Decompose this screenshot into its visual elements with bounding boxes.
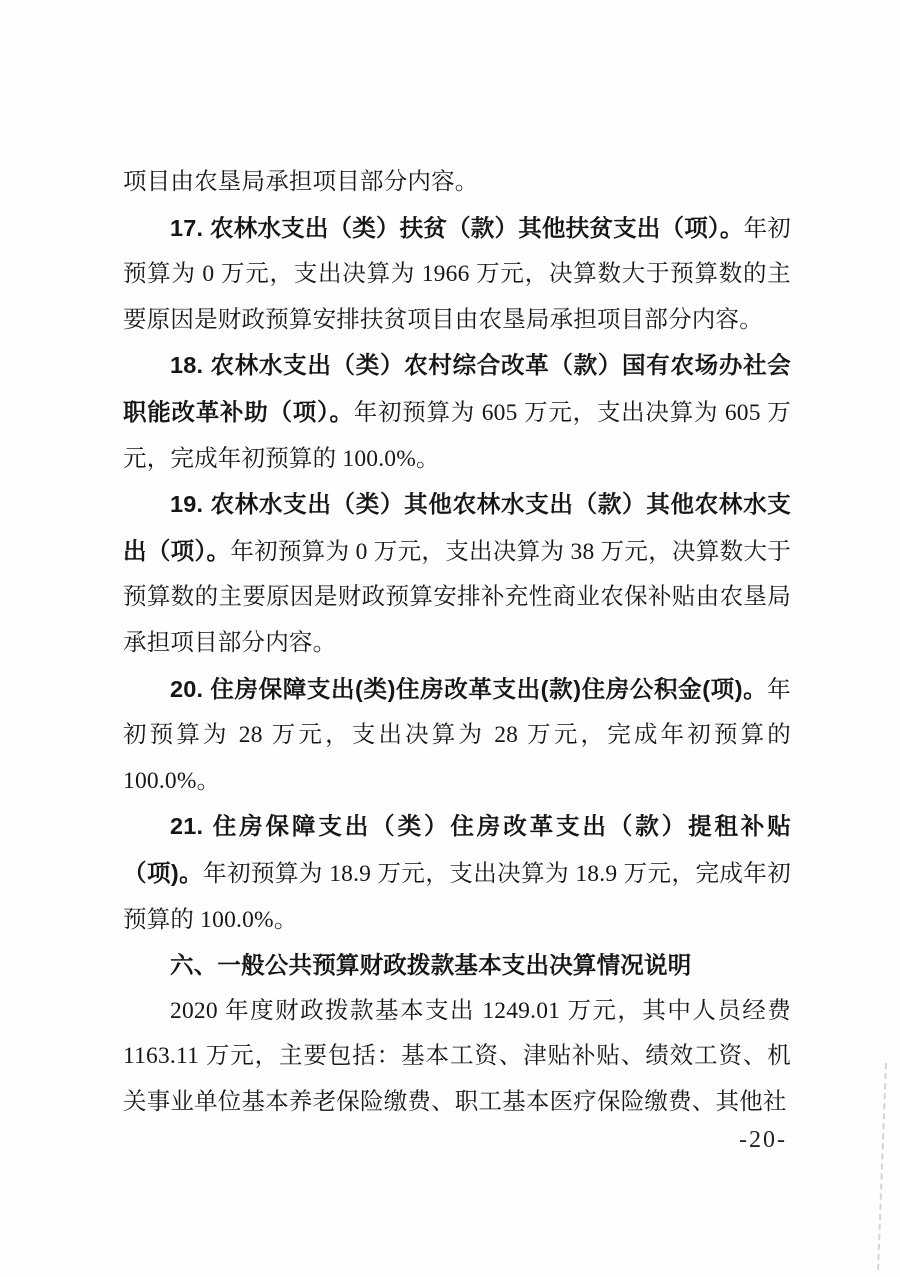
budget-item-21: [123, 804, 791, 943]
paragraph-basic-expenditure: [123, 989, 791, 1126]
page-number: -20-: [739, 1127, 787, 1153]
budget-item-17-title: 17. 农林水支出（类）扶贫（款）其他扶贫支出（项）。: [170, 214, 744, 241]
paragraph-basic-expenditure-text: 2020 年度财政拨款基本支出 1249.01 万元，其中人员经费 1163.11 万元，主要包括：基本工资、津贴补贴、绩效工资、机关事业单位基本养老保险缴费、职工基本医疗保险缴费、其他社: [123, 997, 791, 1115]
budget-item-17: [123, 206, 791, 344]
budget-item-21-text: 年初预算为 18.9 万元，支出决算为 18.9 万元，完成年初预算的 100.0%。: [123, 860, 791, 933]
budget-item-19-title: 19. 农林水支出（类）其他农林水支出（款）其他农林水支出（项）。: [123, 491, 791, 564]
document-text-block: [123, 160, 791, 1125]
budget-item-18-title: 18. 农林水支出（类）农村综合改革（款）国有农场办社会职能改革补助（项）。: [123, 352, 791, 425]
budget-item-18-text: 年初预算为 605 万元，支出决算为 605 万元，完成年初预算的 100.0%。: [123, 399, 792, 472]
budget-item-21-title: 21. 住房保障支出（类）住房改革支出（款）提租补贴（项)。: [123, 813, 791, 886]
budget-item-20: [123, 667, 791, 805]
budget-item-18: [123, 343, 791, 482]
budget-item-17-text: 年初预算为 0 万元，支出决算为 1966 万元，决算数大于预算数的主要原因是财政预算安排扶贫项目由农垦局承担项目部分内容。: [123, 215, 791, 333]
scan-artifact-line: [877, 1063, 887, 1270]
budget-item-19-text: 年初预算为 0 万元，支出决算为 38 万元，决算数大于预算数的主要原因是财政预算安排补充性商业农保补贴由农垦局承担项目部分内容。: [123, 538, 791, 656]
paragraph-continuation-text: 项目由农垦局承担项目部分内容。: [123, 169, 479, 195]
budget-item-20-title: 20. 住房保障支出(类)住房改革支出(款)住房公积金(项)。: [170, 675, 768, 702]
budget-item-19: [123, 482, 791, 666]
budget-item-20-text: 年初预算为 28 万元，支出决算为 28 万元，完成年初预算的 100.0%。: [123, 676, 791, 794]
paragraph-continuation: [123, 160, 791, 206]
section-heading-six: [123, 943, 791, 989]
section-heading-six-text: 六、一般公共预算财政拨款基本支出决算情况说明: [170, 952, 692, 979]
